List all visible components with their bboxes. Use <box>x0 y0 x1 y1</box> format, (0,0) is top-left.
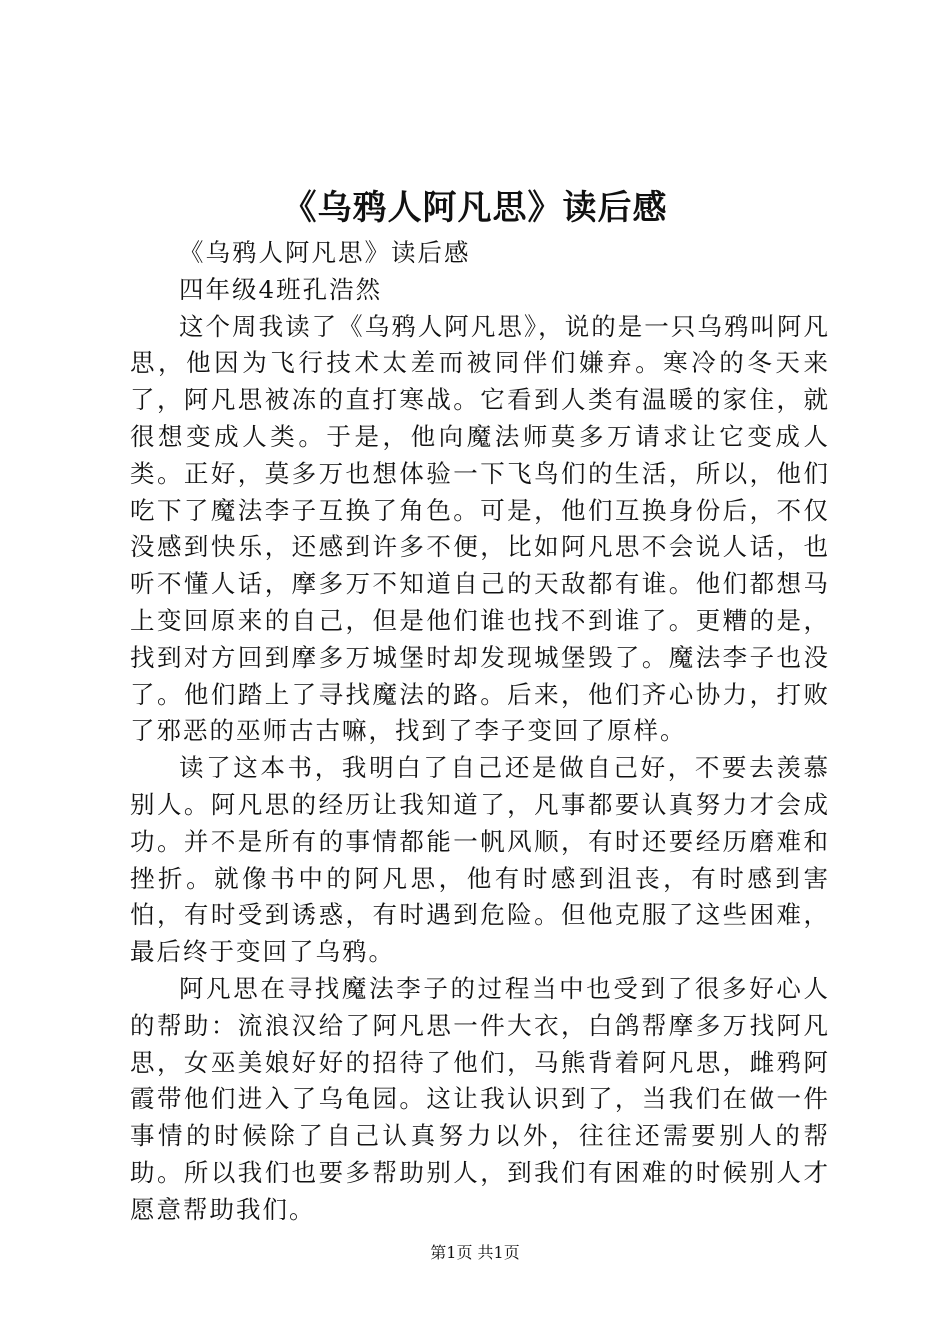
document-title: 《乌鸦人阿凡思》读后感 <box>282 188 668 228</box>
paragraph-subtitle: 《乌鸦人阿凡思》读后感 <box>179 238 471 267</box>
paragraph-conclusion: 阿凡思在寻找魔法李子的过程当中也受到了很多好心人的帮助：流浪汉给了阿凡思一件大衣，白鸽帮摩多万找阿凡思，女巫美娘好好的招待了他们，马熊背着阿凡思，雌鸦阿霞带他们进入了乌龟园。这让我认识到了，当我们在做一件事情的时候除了自己认真努力以外，往往还需要别人的帮助。所以我们也要多帮助别人，到我们有困难的时候别人才愿意帮助我们。 <box>130 973 830 1224</box>
paragraph-summary: 这个周我读了《乌鸦人阿凡思》，说的是一只乌鸦叫阿凡思，他因为飞行技术太差而被同伴们嫌弃。寒冷的冬天来了，阿凡思被冻的直打寒战。它看到人类有温暖的家住，就很想变成人类。于是，他向魔法师莫多万请求让它变成人类。正好，莫多万也想体验一下飞鸟们的生活，所以，他们吃下了魔法李子互换了角色。可是，他们互换身份后，不仅没感到快乐，还感到许多不便，比如阿凡思不会说人话，也听不懂人话，摩多万不知道自己的天敌都有谁。他们都想马上变回原来的自己，但是他们谁也找不到谁了。更糟的是，找到对方回到摩多万城堡时却发现城堡毁了。魔法李子也没了。他们踏上了寻找魔法的路。后来，他们齐心协力，打败了邪恶的巫师古古嘛，找到了李子变回了原样。 <box>130 311 830 746</box>
paragraph-author: 四年级4班孔浩然 <box>179 274 383 304</box>
paragraph-reflection: 读了这本书，我明白了自己还是做自己好，不要去羡慕别人。阿凡思的经历让我知道了，凡事都要认真努力才会成功。并不是所有的事情都能一帆风顺，有时还要经历磨难和挫折。就像书中的阿凡思，他有时感到沮丧，有时感到害怕，有时受到诱惑，有时遇到危险。但他克服了这些困难，最后终于变回了乌鸦。 <box>130 753 830 967</box>
document-body <box>130 235 830 1229</box>
page-footer: 第1页 共1页 <box>430 1243 520 1262</box>
